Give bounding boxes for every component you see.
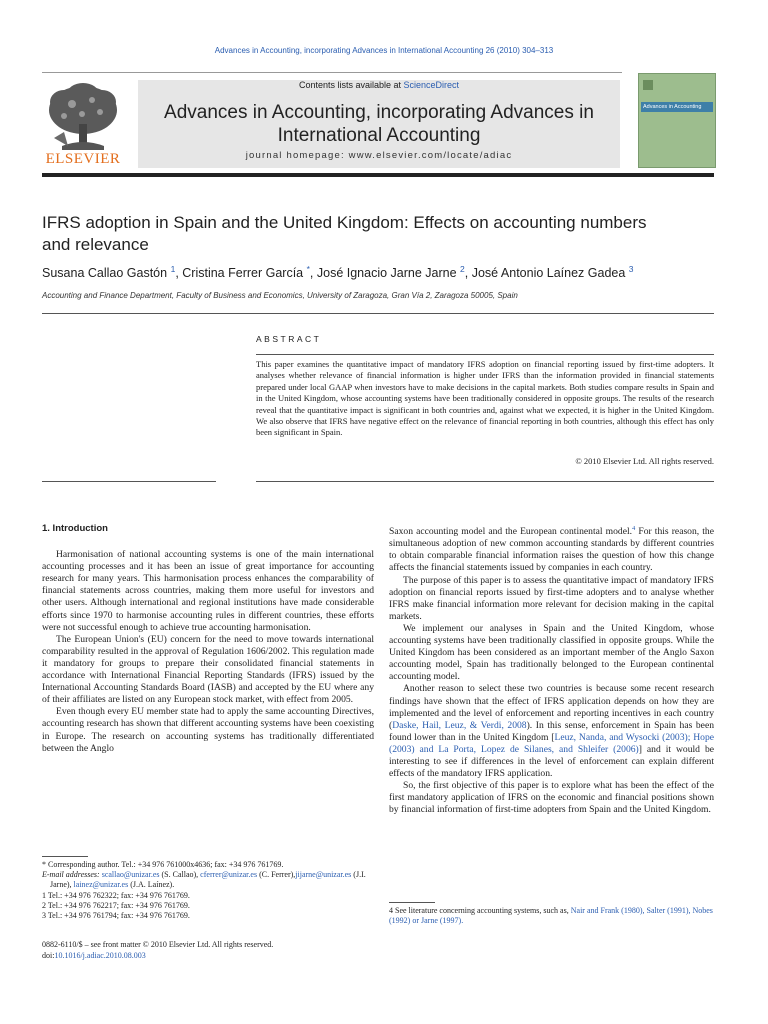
issn-line: 0882-6110/$ – see front matter © 2010 Elsevier Ltd. All rights reserved.: [42, 940, 274, 949]
body-paragraph: The purpose of this paper is to assess the quantitative impact of mandatory IFRS adoption on financial reports issued by first-time adopters and to analyse whether IFRS make financial information more relevant for decision making in the capital markets.: [389, 574, 714, 622]
journal-title: Advances in Accounting, incorporating Advances in International Accounting: [164, 102, 594, 146]
left-column-rule: [42, 481, 216, 482]
publisher-logo-text: ELSEVIER: [45, 151, 121, 167]
front-matter: [42, 940, 372, 961]
article-title: IFRS adoption in Spain and the United Kingdom: Effects on accounting numbers and relevance: [42, 213, 647, 254]
contents-availability: [138, 80, 620, 90]
author-name: Cristina Ferrer García: [182, 266, 304, 281]
contents-prefix: Contents lists available at: [298, 80, 404, 90]
body-paragraph: Even though every EU member state had to apply the same accounting Directives, accounting research has shown that different accounting systems have been coexisting in Europe. The research on accounting systems has traditionally differentiated between the Anglo: [42, 706, 374, 754]
email-link[interactable]: scallao@unizar.es: [101, 870, 160, 880]
author-name: Susana Callao Gastón: [42, 266, 168, 281]
body-paragraph: We implement our analyses in Spain and the United Kingdom, whose accounting systems have been traditionally classified in opposite groups. While the United Kingdom has been considered as an important member of the Anglo Saxon accounting model, Spain has traditionally belonged to the European continental accounting model.: [389, 622, 714, 683]
paragraph-text: Another reason to select these two countries is because some recent research findings have shown that the effect of IFRS application depends on how they are implemented and the level of enforcement and reporting incentives in each country (: [389, 683, 714, 731]
footnote-1: 1 Tel.: +34 976 762322; fax: +34 976 761769.: [42, 890, 190, 900]
footnote-4: [389, 906, 714, 926]
footnote-emails: [42, 870, 372, 890]
footnote-2: 2 Tel.: +34 976 762217; fax: +34 976 761769.: [42, 900, 190, 910]
section-heading: 1. Introduction: [42, 523, 108, 534]
header-thick-rule: [42, 173, 714, 177]
right-column-rule: [256, 481, 714, 482]
cover-logo-icon: [643, 80, 653, 90]
email-owner: (J.I. Jarne),: [50, 870, 366, 890]
author-name: José Ignacio Jarne Jarne: [316, 266, 457, 281]
footnote-corresponding: * Corresponding author. Tel.: +34 976 761000x4636; fax: +34 976 761769.: [42, 860, 284, 869]
email-link[interactable]: cferrer@unizar.es: [200, 870, 258, 880]
email-owner: (C. Ferrer),: [257, 870, 296, 880]
title-rule: [42, 313, 714, 314]
author-list: Susana Callao Gastón $^1$, Cristina Ferrer García *, José Ignacio Jarne Jarne $^2$, José Antonio Laínez Gadea $^3$: [42, 264, 634, 281]
author-mark[interactable]: *: [306, 264, 310, 274]
footnote-rule: [42, 856, 88, 857]
body-left-column: [42, 523, 374, 755]
email-label: E-mail addresses:: [42, 870, 102, 880]
body-right-column: [389, 523, 714, 816]
email-owner: (J.A. Laínez).: [128, 880, 175, 890]
footnote-rule: [389, 902, 435, 903]
author-mark[interactable]: 1: [170, 264, 176, 274]
paragraph-text: For this reason, the simultaneous adoption of new common accounting standards by different countries to obtain comparable financial information raises the question of how this change affects the financial statements issued by companies in each country.: [389, 526, 714, 574]
email-link[interactable]: jijarne@unizar.es: [295, 870, 352, 880]
footnote-ref[interactable]: 4: [632, 525, 636, 532]
abstract-heading: ABSTRACT: [256, 334, 322, 344]
abstract-rule: [256, 354, 714, 355]
body-paragraph: [389, 523, 714, 575]
email-owner: (S. Callao),: [159, 870, 201, 880]
doi-label: doi:: [42, 950, 55, 960]
journal-cover-thumbnail: [638, 73, 716, 168]
header-top-rule: [42, 72, 622, 73]
citation-link[interactable]: Leuz, Nanda, and Wysocki (2003); Hope (2003) and La Porta, Lopez de Silanes, and Shleifer (2006): [389, 731, 715, 755]
paragraph-text: ] and it would be interesting to see if differences in the level of enforcement can explain different effects of the mandatory IFRS application.: [389, 743, 714, 780]
journal-citation[interactable]: Advances in Accounting, incorporating Advances in International Accounting 26 (2010) 304–313: [214, 46, 554, 55]
doi-line: [42, 951, 372, 962]
sciencedirect-link[interactable]: ScienceDirect: [403, 80, 460, 90]
journal-homepage[interactable]: journal homepage: www.elsevier.com/locate/adiac: [245, 150, 513, 161]
author-affiliation: Accounting and Finance Department, Faculty of Business and Economics, University of Zaragoza, Gran Vía 2, Zaragoza 50005, Spain: [42, 291, 518, 300]
abstract-copyright: © 2010 Elsevier Ltd. All rights reserved.: [575, 456, 714, 466]
footnote-3: 3 Tel.: +34 976 761794; fax: +34 976 761769.: [42, 911, 190, 921]
citation-link[interactable]: Daske, Hail, Leuz, & Verdi, 2008: [392, 719, 527, 731]
paragraph-text: Saxon accounting model and the European continental model.: [389, 526, 633, 538]
author-mark[interactable]: 2: [460, 264, 465, 274]
cover-title: Advances in Accounting: [641, 102, 713, 112]
footnote-text: 4 See literature concerning accounting systems, such as,: [389, 906, 571, 915]
abstract-text: This paper examines the quantitative impact of mandatory IFRS adoption on financial reporting issued by first-time adopters. It analyses whether relevance of financial information is higher under IFRS than the information provided in financial statements prepared under local GAAP when investors have to make decisions in the capital markets. Both studies compare results in Spain and in the United Kingdom, whose accounting systems have been traditionally considered in opposite groups. The results of the research reveal that the quantitative impact is significant in both countries and, against what we expected, it is higher in the United Kingdom. We also observe that IFRS have negative effect on the relevance of financial reporting in both countries, although this effect has only been significant in Spain.: [256, 359, 714, 438]
body-paragraph: Harmonisation of national accounting systems is one of the main international accounting processes and it has been an issue of great importance for accounting research for many years. This harmonisation process enhances the comparability of financial statements across countries, making them more useful for investors and other users. Although international and regional institutions have made considerable efforts since 1970 to harmonise accounting rules in different countries, these efforts were not successful enough to achieve true accounting harmonisation.: [42, 549, 374, 633]
footnotes-left: [42, 860, 372, 921]
paragraph-text: ). In this sense, enforcement in Spain has been found lower than in the United Kingdom [: [389, 719, 714, 743]
body-paragraph: The European Union's (EU) concern for the need to move towards international comparability resulted in the approval of Regulation 1606/2002. This regulation made it mandatory for groups to prepare their consolidated financial statements in accordance with International Financial Reporting Standards (IFRS) issued by the International Accounting Standards Board (IASB) and accepted by the EU where any of their affiliates are listed on any European stock market, with effect from 2005.: [42, 633, 374, 706]
body-paragraph: So, the first objective of this paper is to explore what has been the effect of the first mandatory application of IFRS on the economic and financial positions shown by financial information of first-time adopters from Spain and the United Kingdom.: [389, 780, 714, 816]
author-name: José Antonio Laínez Gadea: [471, 266, 626, 281]
doi-link[interactable]: 10.1016/j.adiac.2010.08.003: [54, 950, 146, 960]
email-link[interactable]: lainez@unizar.es: [73, 880, 129, 890]
author-mark[interactable]: 3: [628, 264, 634, 274]
citation-link[interactable]: Nair and Frank (1980), Salter (1991), Nobes (1992) or Jarne (1997).: [389, 906, 713, 926]
body-paragraph: [389, 683, 714, 780]
